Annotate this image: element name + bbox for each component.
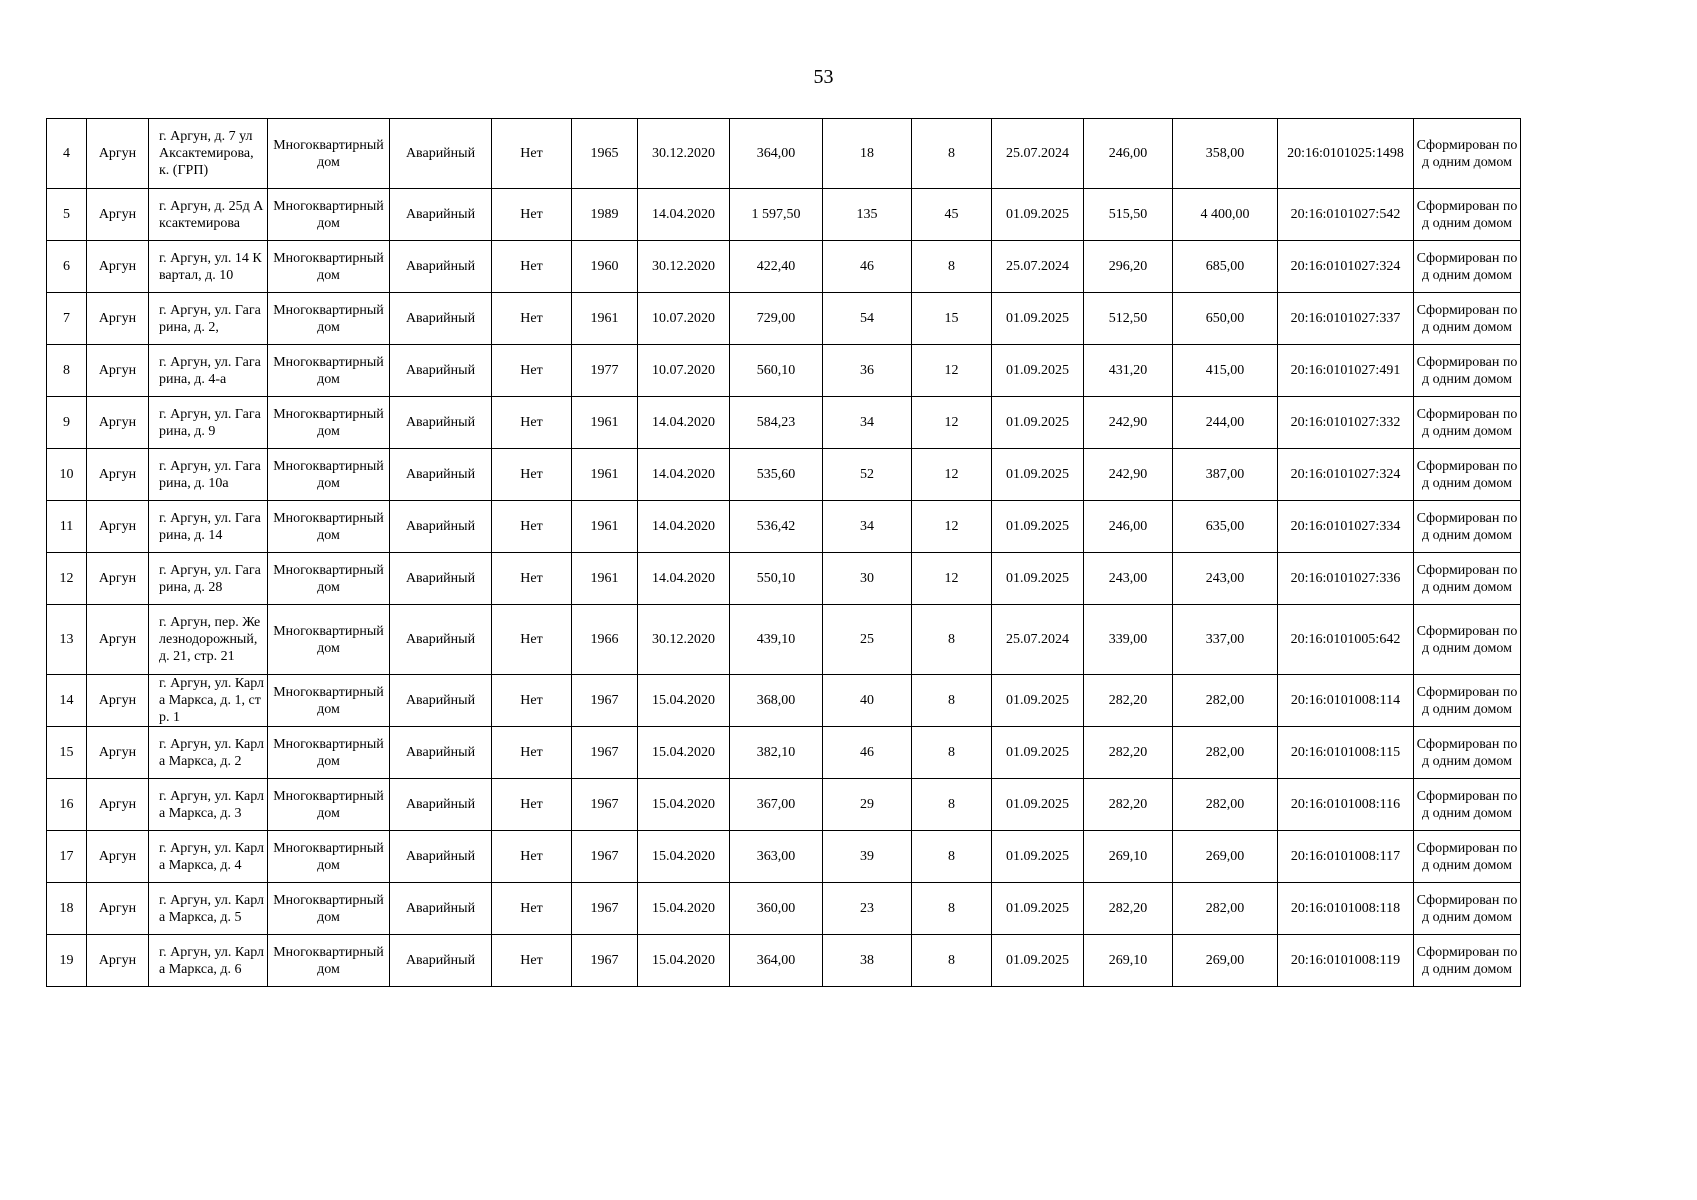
cell-cadastral-number: 20:16:0101027:334 [1278,501,1414,553]
cell-condition: Аварийный [390,449,492,501]
cell-flag: Нет [492,883,572,935]
cell-city: Аргун [87,449,149,501]
cell-apartments: 12 [912,345,992,397]
cell-date-recognized: 14.04.2020 [638,501,730,553]
cell-year: 1961 [572,449,638,501]
cell-apartments: 8 [912,779,992,831]
cell-building-type: Многоквартирный дом [268,675,390,727]
cell-flag: Нет [492,397,572,449]
cell-date-recognized: 30.12.2020 [638,241,730,293]
cell-apartments: 8 [912,883,992,935]
cell-date-recognized: 15.04.2020 [638,779,730,831]
cell-date-recognized: 15.04.2020 [638,883,730,935]
cell-land-status: Сформирован под одним домом [1414,449,1521,501]
cell-condition: Аварийный [390,675,492,727]
housing-registry-table [46,118,1521,987]
cell-condition: Аварийный [390,397,492,449]
cell-land-status: Сформирован под одним домом [1414,345,1521,397]
table-row [47,779,1521,831]
cell-land-status: Сформирован под одним домом [1414,119,1521,189]
cell-date-planned: 01.09.2025 [992,397,1084,449]
cell-flag: Нет [492,241,572,293]
cell-land-status: Сформирован под одним домом [1414,883,1521,935]
cell-residents: 54 [823,293,912,345]
cell-residents: 52 [823,449,912,501]
cell-year: 1967 [572,727,638,779]
cell-total-area: 635,00 [1173,501,1278,553]
cell-land-status: Сформирован под одним домом [1414,605,1521,675]
cell-number: 13 [47,605,87,675]
cell-building-type: Многоквартирный дом [268,501,390,553]
cell-apartments: 8 [912,727,992,779]
cell-date-recognized: 14.04.2020 [638,189,730,241]
cell-flag: Нет [492,605,572,675]
cell-number: 8 [47,345,87,397]
cell-condition: Аварийный [390,241,492,293]
cell-flag: Нет [492,449,572,501]
table-body [47,119,1521,987]
cell-date-recognized: 10.07.2020 [638,293,730,345]
cell-total-area: 269,00 [1173,935,1278,987]
cell-address: г. Аргун, ул. Гагарина, д. 10а [149,449,268,501]
cell-date-planned: 01.09.2025 [992,293,1084,345]
cell-total-area: 244,00 [1173,397,1278,449]
cell-address: г. Аргун, ул. Гагарина, д. 2, [149,293,268,345]
cell-residents: 34 [823,397,912,449]
cell-date-planned: 01.09.2025 [992,779,1084,831]
cell-residents: 39 [823,831,912,883]
cell-residents: 135 [823,189,912,241]
cell-building-type: Многоквартирный дом [268,345,390,397]
cell-total-area: 282,00 [1173,779,1278,831]
cell-city: Аргун [87,831,149,883]
cell-number: 12 [47,553,87,605]
cell-number: 7 [47,293,87,345]
cell-city: Аргун [87,293,149,345]
cell-residents: 30 [823,553,912,605]
cell-cadastral-number: 20:16:0101027:542 [1278,189,1414,241]
cell-cadastral-number: 20:16:0101008:116 [1278,779,1414,831]
cell-living-area: 296,20 [1084,241,1173,293]
cell-apartments: 12 [912,397,992,449]
cell-living-area: 431,20 [1084,345,1173,397]
cell-building-type: Многоквартирный дом [268,883,390,935]
cell-date-recognized: 30.12.2020 [638,605,730,675]
cell-city: Аргун [87,675,149,727]
cell-total-area: 358,00 [1173,119,1278,189]
cell-city: Аргун [87,241,149,293]
cell-land-status: Сформирован под одним домом [1414,293,1521,345]
cell-area: 560,10 [730,345,823,397]
page-number: 53 [813,66,834,88]
cell-cadastral-number: 20:16:0101008:117 [1278,831,1414,883]
cell-condition: Аварийный [390,293,492,345]
cell-condition: Аварийный [390,189,492,241]
cell-building-type: Многоквартирный дом [268,779,390,831]
cell-address: г. Аргун, ул. Гагарина, д. 14 [149,501,268,553]
cell-date-planned: 01.09.2025 [992,345,1084,397]
cell-area: 382,10 [730,727,823,779]
cell-year: 1961 [572,501,638,553]
cell-cadastral-number: 20:16:0101027:324 [1278,241,1414,293]
cell-residents: 25 [823,605,912,675]
cell-date-planned: 01.09.2025 [992,553,1084,605]
cell-flag: Нет [492,189,572,241]
cell-date-planned: 01.09.2025 [992,675,1084,727]
cell-date-planned: 01.09.2025 [992,935,1084,987]
cell-apartments: 8 [912,831,992,883]
cell-building-type: Многоквартирный дом [268,293,390,345]
cell-living-area: 512,50 [1084,293,1173,345]
cell-address: г. Аргун, ул. Гагарина, д. 9 [149,397,268,449]
cell-year: 1967 [572,675,638,727]
cell-area: 584,23 [730,397,823,449]
cell-building-type: Многоквартирный дом [268,449,390,501]
cell-area: 1 597,50 [730,189,823,241]
cell-residents: 18 [823,119,912,189]
cell-year: 1967 [572,831,638,883]
cell-building-type: Многоквартирный дом [268,241,390,293]
table-row [47,605,1521,675]
cell-living-area: 269,10 [1084,831,1173,883]
cell-condition: Аварийный [390,883,492,935]
cell-condition: Аварийный [390,119,492,189]
cell-cadastral-number: 20:16:0101027:324 [1278,449,1414,501]
cell-address: г. Аргун, пер. Железнодорожный, д. 21, стр. 21 [149,605,268,675]
cell-residents: 29 [823,779,912,831]
cell-condition: Аварийный [390,553,492,605]
cell-land-status: Сформирован под одним домом [1414,779,1521,831]
cell-cadastral-number: 20:16:0101008:119 [1278,935,1414,987]
cell-city: Аргун [87,883,149,935]
cell-cadastral-number: 20:16:0101027:491 [1278,345,1414,397]
cell-land-status: Сформирован под одним домом [1414,553,1521,605]
cell-area: 367,00 [730,779,823,831]
cell-building-type: Многоквартирный дом [268,727,390,779]
cell-condition: Аварийный [390,501,492,553]
cell-residents: 40 [823,675,912,727]
cell-address: г. Аргун, ул. Карла Маркса, д. 5 [149,883,268,935]
cell-flag: Нет [492,119,572,189]
cell-building-type: Многоквартирный дом [268,189,390,241]
table-row [47,345,1521,397]
cell-apartments: 8 [912,605,992,675]
cell-area: 364,00 [730,119,823,189]
cell-address: г. Аргун, ул. Гагарина, д. 28 [149,553,268,605]
cell-number: 16 [47,779,87,831]
cell-cadastral-number: 20:16:0101025:1498 [1278,119,1414,189]
cell-cadastral-number: 20:16:0101008:115 [1278,727,1414,779]
cell-building-type: Многоквартирный дом [268,553,390,605]
cell-date-planned: 25.07.2024 [992,241,1084,293]
cell-number: 6 [47,241,87,293]
cell-number: 17 [47,831,87,883]
cell-year: 1967 [572,935,638,987]
cell-living-area: 246,00 [1084,501,1173,553]
cell-number: 15 [47,727,87,779]
cell-cadastral-number: 20:16:0101005:642 [1278,605,1414,675]
cell-cadastral-number: 20:16:0101027:332 [1278,397,1414,449]
cell-area: 439,10 [730,605,823,675]
cell-land-status: Сформирован под одним домом [1414,935,1521,987]
cell-flag: Нет [492,293,572,345]
cell-city: Аргун [87,553,149,605]
cell-number: 5 [47,189,87,241]
cell-city: Аргун [87,119,149,189]
cell-apartments: 8 [912,675,992,727]
cell-year: 1961 [572,553,638,605]
cell-total-area: 282,00 [1173,675,1278,727]
cell-total-area: 415,00 [1173,345,1278,397]
cell-building-type: Многоквартирный дом [268,119,390,189]
cell-living-area: 269,10 [1084,935,1173,987]
cell-residents: 46 [823,727,912,779]
cell-year: 1967 [572,779,638,831]
cell-date-planned: 25.07.2024 [992,119,1084,189]
cell-living-area: 282,20 [1084,727,1173,779]
cell-address: г. Аргун, ул. Карла Маркса, д. 3 [149,779,268,831]
cell-residents: 46 [823,241,912,293]
cell-date-recognized: 15.04.2020 [638,675,730,727]
table-row [47,883,1521,935]
cell-year: 1961 [572,293,638,345]
cell-land-status: Сформирован под одним домом [1414,831,1521,883]
cell-cadastral-number: 20:16:0101027:336 [1278,553,1414,605]
cell-apartments: 8 [912,241,992,293]
cell-total-area: 282,00 [1173,883,1278,935]
cell-number: 18 [47,883,87,935]
cell-date-planned: 01.09.2025 [992,883,1084,935]
cell-residents: 36 [823,345,912,397]
cell-address: г. Аргун, ул. Карла Маркса, д. 6 [149,935,268,987]
cell-area: 363,00 [730,831,823,883]
cell-condition: Аварийный [390,935,492,987]
cell-cadastral-number: 20:16:0101008:118 [1278,883,1414,935]
cell-area: 536,42 [730,501,823,553]
cell-date-planned: 01.09.2025 [992,449,1084,501]
cell-area: 422,40 [730,241,823,293]
table-row [47,241,1521,293]
cell-apartments: 45 [912,189,992,241]
cell-area: 368,00 [730,675,823,727]
cell-date-recognized: 15.04.2020 [638,831,730,883]
cell-number: 14 [47,675,87,727]
cell-total-area: 243,00 [1173,553,1278,605]
table-row [47,449,1521,501]
cell-number: 4 [47,119,87,189]
cell-living-area: 242,90 [1084,397,1173,449]
table-row [47,935,1521,987]
cell-condition: Аварийный [390,727,492,779]
cell-year: 1960 [572,241,638,293]
cell-residents: 34 [823,501,912,553]
cell-city: Аргун [87,189,149,241]
cell-city: Аргун [87,779,149,831]
cell-residents: 23 [823,883,912,935]
cell-number: 9 [47,397,87,449]
cell-year: 1967 [572,883,638,935]
cell-address: г. Аргун, ул. Гагарина, д. 4-а [149,345,268,397]
cell-year: 1966 [572,605,638,675]
cell-living-area: 282,20 [1084,675,1173,727]
table-row [47,831,1521,883]
cell-building-type: Многоквартирный дом [268,605,390,675]
cell-flag: Нет [492,501,572,553]
cell-date-recognized: 14.04.2020 [638,553,730,605]
cell-condition: Аварийный [390,345,492,397]
table-row [47,553,1521,605]
cell-city: Аргун [87,397,149,449]
cell-date-recognized: 15.04.2020 [638,727,730,779]
cell-building-type: Многоквартирный дом [268,935,390,987]
cell-date-planned: 01.09.2025 [992,189,1084,241]
cell-address: г. Аргун, д. 7 ул Аксактемирова, к. (ГРП) [149,119,268,189]
table-row [47,189,1521,241]
cell-flag: Нет [492,553,572,605]
cell-total-area: 685,00 [1173,241,1278,293]
cell-city: Аргун [87,605,149,675]
cell-address: г. Аргун, ул. Карла Маркса, д. 2 [149,727,268,779]
cell-land-status: Сформирован под одним домом [1414,675,1521,727]
cell-year: 1989 [572,189,638,241]
cell-area: 360,00 [730,883,823,935]
table-row [47,675,1521,727]
cell-flag: Нет [492,779,572,831]
cell-date-planned: 01.09.2025 [992,831,1084,883]
cell-area: 550,10 [730,553,823,605]
cell-area: 364,00 [730,935,823,987]
cell-land-status: Сформирован под одним домом [1414,501,1521,553]
cell-living-area: 282,20 [1084,883,1173,935]
cell-apartments: 12 [912,449,992,501]
cell-address: г. Аргун, ул. 14 Квартал, д. 10 [149,241,268,293]
table-row [47,727,1521,779]
cell-living-area: 246,00 [1084,119,1173,189]
cell-flag: Нет [492,727,572,779]
cell-year: 1977 [572,345,638,397]
cell-city: Аргун [87,501,149,553]
cell-condition: Аварийный [390,605,492,675]
cell-total-area: 387,00 [1173,449,1278,501]
cell-year: 1961 [572,397,638,449]
cell-living-area: 242,90 [1084,449,1173,501]
cell-area: 535,60 [730,449,823,501]
table-row [47,119,1521,189]
cell-apartments: 8 [912,935,992,987]
cell-total-area: 337,00 [1173,605,1278,675]
cell-address: г. Аргун, ул. Карла Маркса, д. 1, стр. 1 [149,675,268,727]
cell-total-area: 650,00 [1173,293,1278,345]
cell-apartments: 8 [912,119,992,189]
cell-living-area: 515,50 [1084,189,1173,241]
cell-land-status: Сформирован под одним домом [1414,189,1521,241]
cell-land-status: Сформирован под одним домом [1414,727,1521,779]
cell-building-type: Многоквартирный дом [268,397,390,449]
table-row [47,397,1521,449]
cell-cadastral-number: 20:16:0101008:114 [1278,675,1414,727]
cell-total-area: 282,00 [1173,727,1278,779]
cell-flag: Нет [492,675,572,727]
cell-land-status: Сформирован под одним домом [1414,241,1521,293]
table-row [47,293,1521,345]
cell-total-area: 269,00 [1173,831,1278,883]
cell-living-area: 339,00 [1084,605,1173,675]
cell-date-planned: 01.09.2025 [992,727,1084,779]
table-row [47,501,1521,553]
cell-flag: Нет [492,345,572,397]
cell-residents: 38 [823,935,912,987]
cell-number: 11 [47,501,87,553]
cell-date-recognized: 10.07.2020 [638,345,730,397]
cell-date-recognized: 30.12.2020 [638,119,730,189]
cell-city: Аргун [87,935,149,987]
cell-area: 729,00 [730,293,823,345]
cell-city: Аргун [87,345,149,397]
cell-condition: Аварийный [390,779,492,831]
cell-year: 1965 [572,119,638,189]
cell-apartments: 15 [912,293,992,345]
cell-total-area: 4 400,00 [1173,189,1278,241]
cell-cadastral-number: 20:16:0101027:337 [1278,293,1414,345]
cell-date-planned: 25.07.2024 [992,605,1084,675]
cell-number: 19 [47,935,87,987]
cell-living-area: 243,00 [1084,553,1173,605]
cell-apartments: 12 [912,501,992,553]
cell-flag: Нет [492,935,572,987]
cell-condition: Аварийный [390,831,492,883]
cell-city: Аргун [87,727,149,779]
cell-date-planned: 01.09.2025 [992,501,1084,553]
cell-address: г. Аргун, д. 25д Аксактемирова [149,189,268,241]
cell-building-type: Многоквартирный дом [268,831,390,883]
cell-number: 10 [47,449,87,501]
cell-date-recognized: 14.04.2020 [638,397,730,449]
cell-living-area: 282,20 [1084,779,1173,831]
cell-address: г. Аргун, ул. Карла Маркса, д. 4 [149,831,268,883]
cell-apartments: 12 [912,553,992,605]
cell-date-recognized: 14.04.2020 [638,449,730,501]
cell-flag: Нет [492,831,572,883]
cell-date-recognized: 15.04.2020 [638,935,730,987]
cell-land-status: Сформирован под одним домом [1414,397,1521,449]
